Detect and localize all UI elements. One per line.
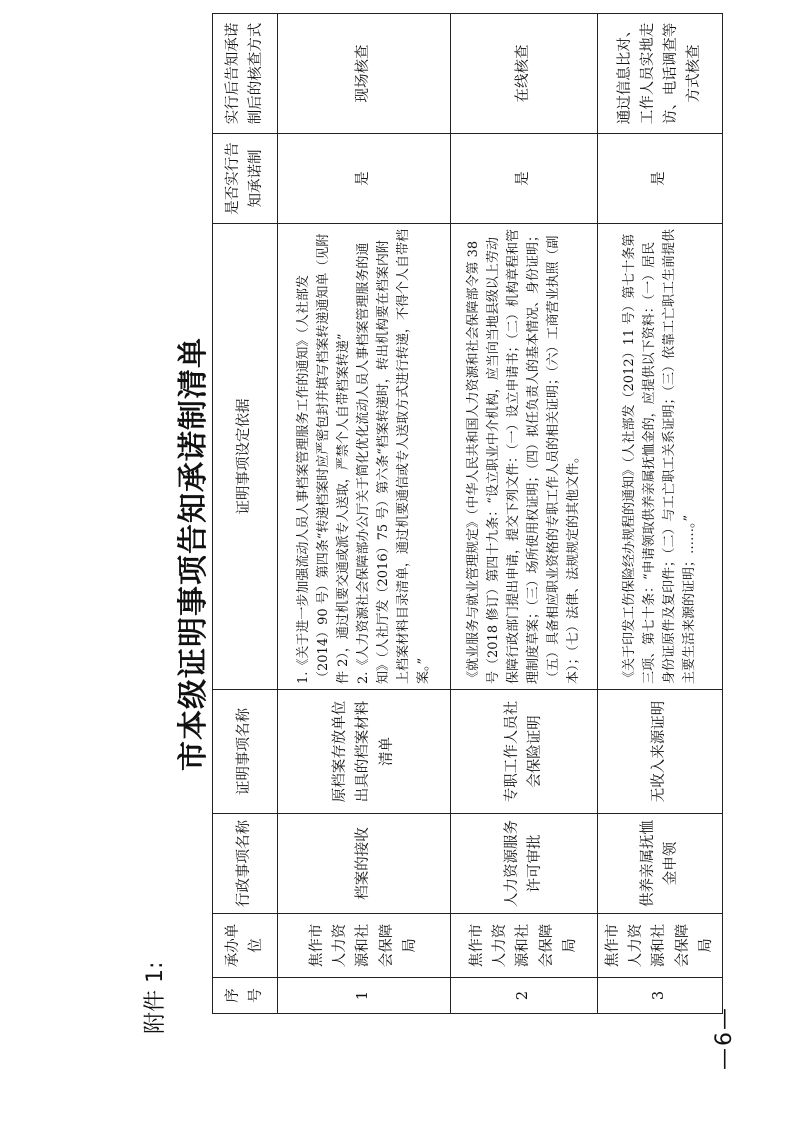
attachment-label: 附件 1: (143, 961, 168, 1034)
table-header-row (213, 14, 278, 1014)
table-row (598, 14, 723, 1014)
cell-admin-item: 人力资源服务许可审批 (451, 814, 598, 914)
basis-paragraph: 2.《人力资源社会保障部办公厅关于简化优化流动人员人事档案管理服务的通知》（人社厅发（2016）75 号）第六条“档案转递时，转出机构要在档案内附上档案材料目录清单，通过机要通信或专人送取方式进行转递，不得个人自带档案。” (355, 228, 432, 684)
cell-notify: 是 (451, 134, 598, 224)
page-number: —6— (712, 1006, 737, 1070)
header-unit: 承办单位 (213, 914, 278, 978)
document-title: 市本级证明事项告知承诺制清单 (176, 337, 211, 771)
header-cert-item: 证明事项名称 (213, 690, 278, 814)
header-seq: 序号 (213, 978, 278, 1014)
table-row (278, 14, 451, 1014)
cell-admin-item: 供养亲属抚恤金申领 (598, 814, 723, 914)
cell-seq: 1 (278, 978, 451, 1014)
cell-cert-item: 原档案存放单位出具的档案材料清单 (278, 690, 451, 814)
basis-paragraph: 《就业服务与就业管理规定》（中华人民共和国人力资源和社会保障部令第 38 号（2018 修订）第四十九条：“设立职业中介机构，应当向当地县级以上劳动保障行政部门提出申请，提交下列文件：（一）设立申请书；（二）机构章程和管理制度草案；（三）场所使用权证明；（四）拟任负责人的基本情况、身份证明；（五）具备相应职业资格的专职工作人员的相关证明；（六）工商营业执照（副本）；（七）法律、法规规定的其他文件。 (465, 228, 582, 684)
cell-cert-item: 无收入来源证明 (598, 690, 723, 814)
cell-notify: 是 (598, 134, 723, 224)
basis-paragraph: 《关于印发工伤保险经办规程的通知》（人社部发（2012）11 号）第七十条第三项、第七十条：“申请领取供养亲属抚恤金的，应提供以下资料：（一）居民身份证原件及复印件；（二）与工亡职工关系证明；（三）依靠工亡职工生前提供主要生活来源的证明；……。” (621, 228, 698, 684)
header-basis: 证明事项设定依据 (213, 224, 278, 690)
table-row (451, 14, 598, 1014)
certification-list-table (212, 13, 723, 1014)
cell-seq: 2 (451, 978, 598, 1014)
cell-admin-item: 档案的接收 (278, 814, 451, 914)
basis-paragraph: 1.《关于进一步加强流动人员人事档案管理服务工作的通知》（人社部发（2014）90 号）第四条“转递档案时应严密包封并填写档案转递通知单（见附件 2），通过机要交通或派专人送取，严禁个人自带档案转递” (295, 233, 351, 684)
header-notify: 是否实行告知承诺制 (213, 134, 278, 224)
cell-verify: 现场核查 (278, 14, 451, 134)
cell-unit: 焦作市人力资源和社会保障局 (598, 914, 723, 978)
cell-basis (278, 224, 451, 690)
cell-basis (451, 224, 598, 690)
cell-unit: 焦作市人力资源和社会保障局 (278, 914, 451, 978)
cell-seq: 3 (598, 978, 723, 1014)
cell-unit: 焦作市人力资源和社会保障局 (451, 914, 598, 978)
cell-cert-item: 专职工作人员社会保险证明 (451, 690, 598, 814)
cell-verify: 通过信息比对、工作人员实地走访、电话调查等方式核查 (598, 14, 723, 134)
header-verify: 实行后告知承诺制后的核查方式 (213, 14, 278, 134)
cell-notify: 是 (278, 134, 451, 224)
header-admin-item: 行政事项名称 (213, 814, 278, 914)
cell-basis (598, 224, 723, 690)
cell-verify: 在线核查 (451, 14, 598, 134)
